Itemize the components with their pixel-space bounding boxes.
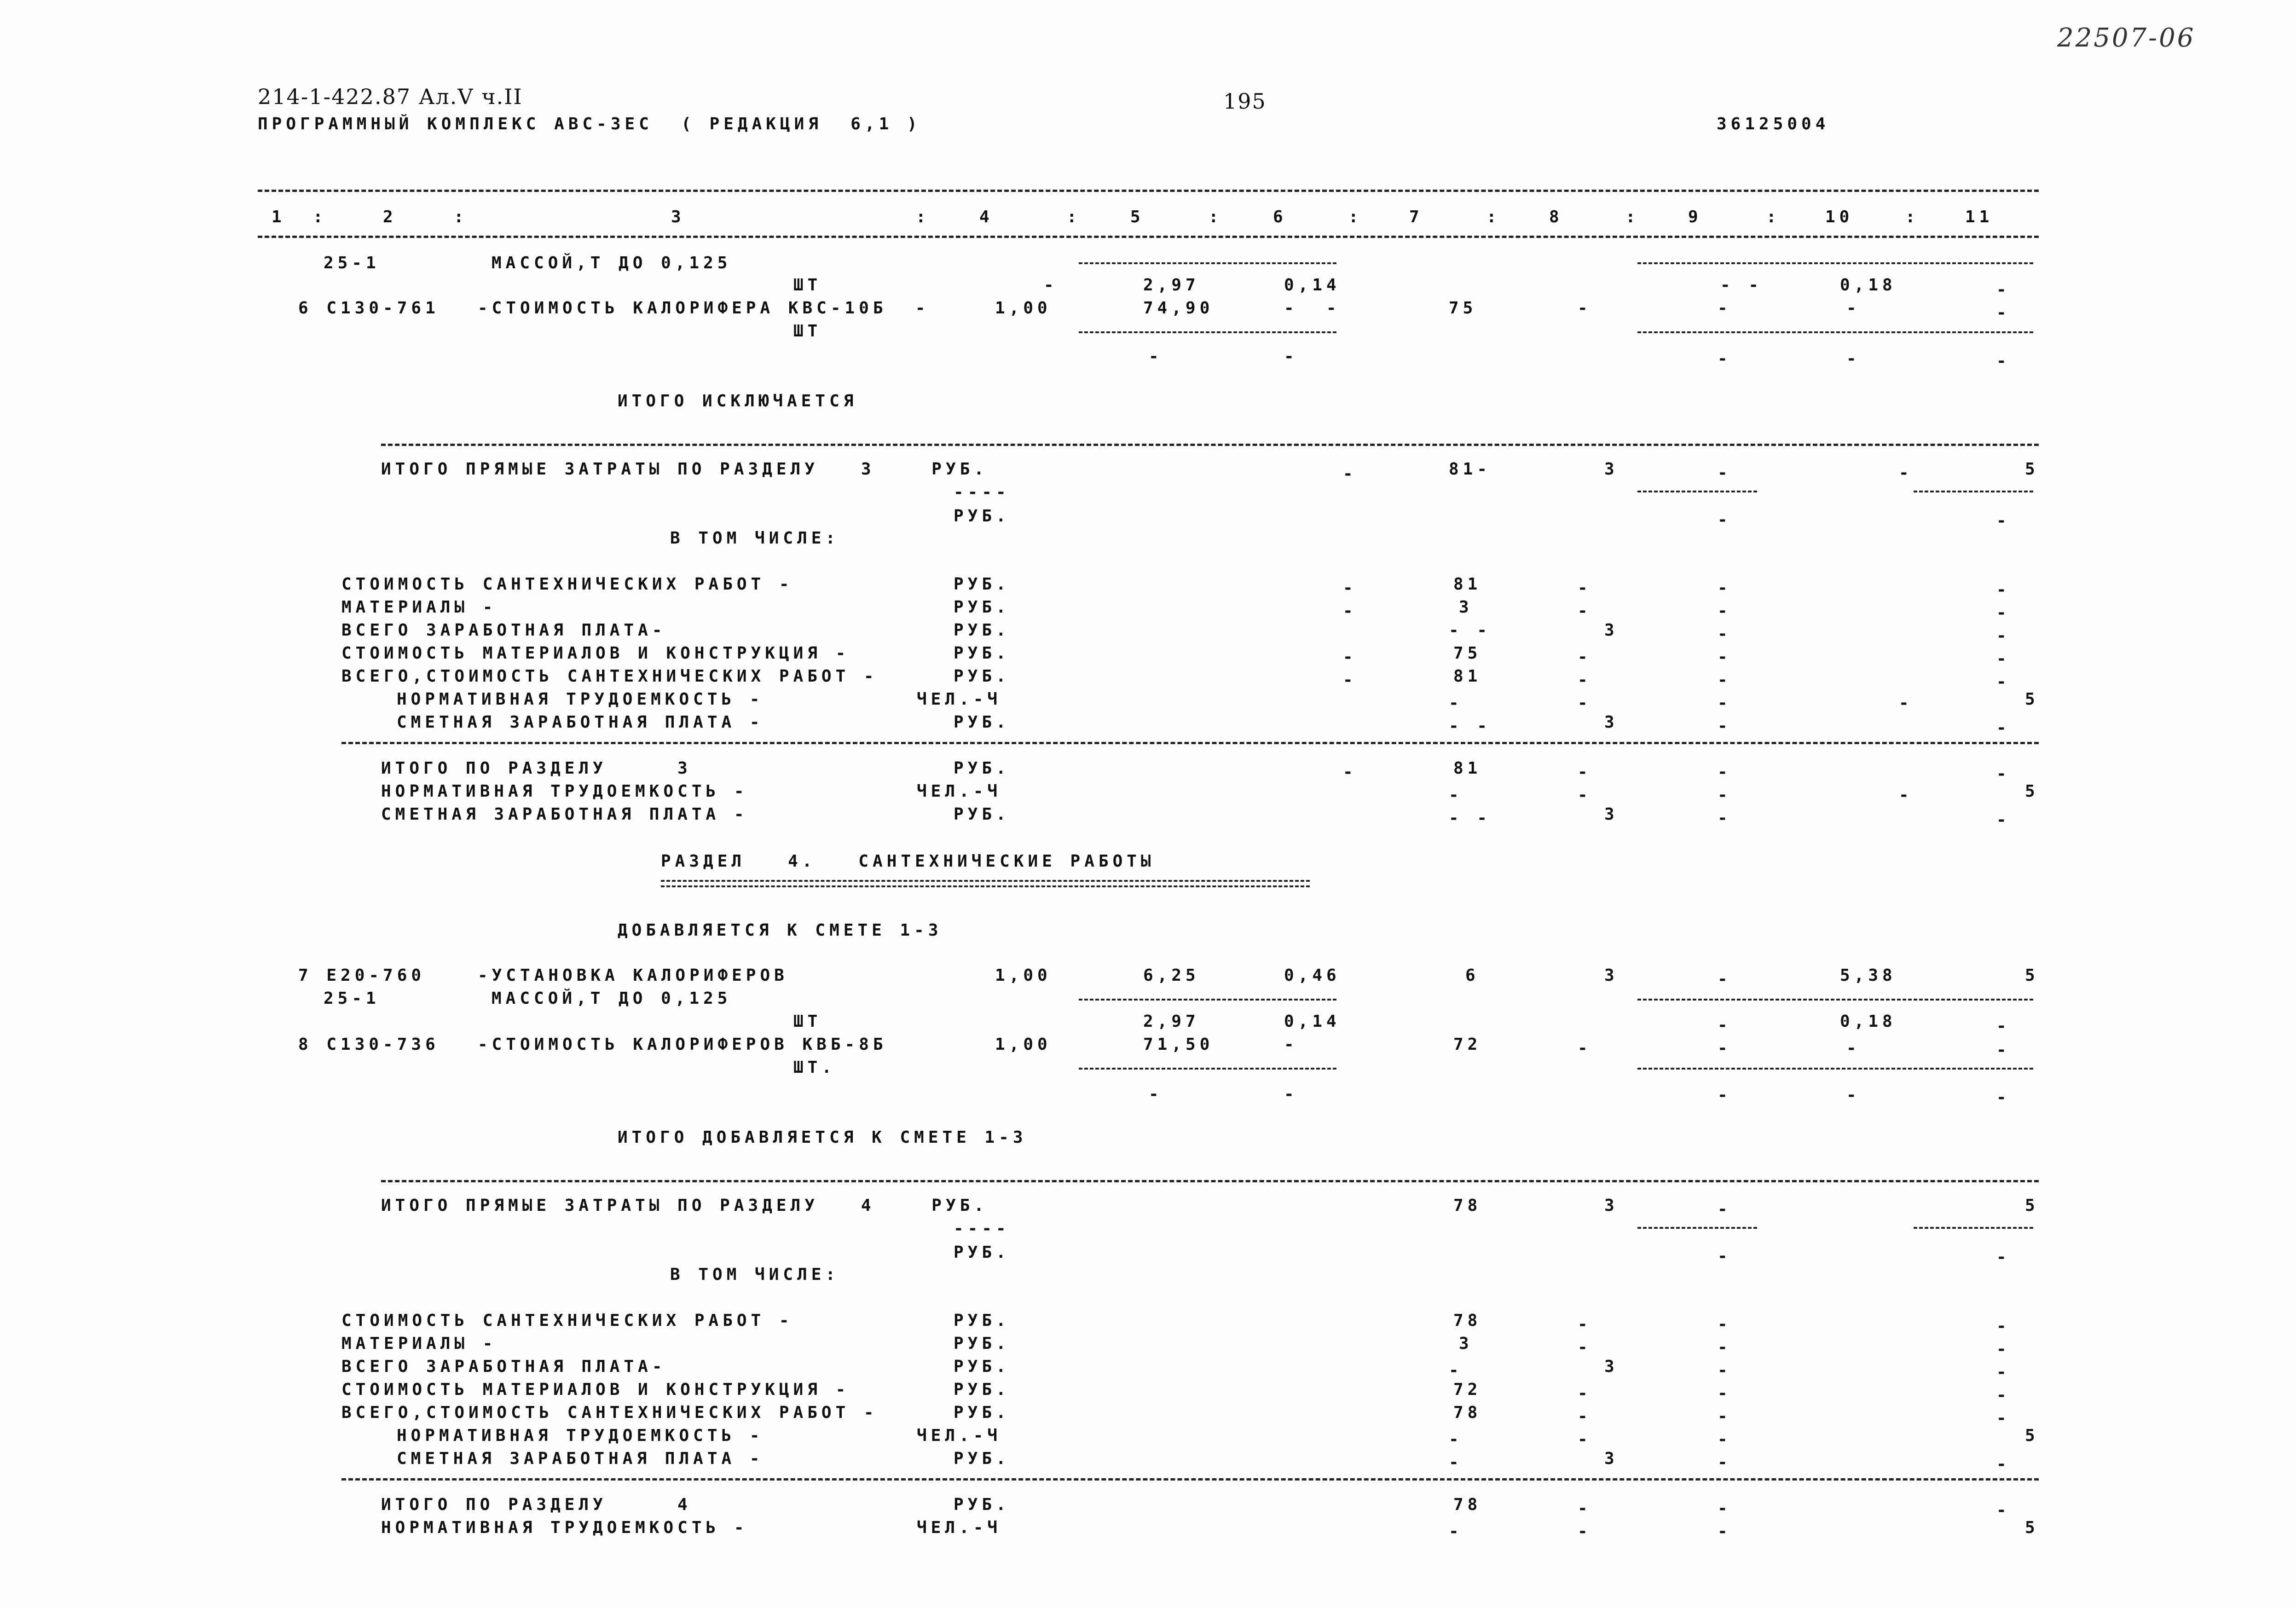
estimate-line: - bbox=[1343, 464, 1357, 483]
column-header-2: 2 bbox=[383, 208, 397, 226]
estimate-line: ШТ. bbox=[793, 1058, 836, 1077]
column-header-5: 5 bbox=[1130, 208, 1145, 226]
estimate-line: 6 bbox=[1465, 966, 1480, 985]
estimate-line: - bbox=[1996, 1017, 2011, 1035]
subtotal-rule bbox=[1914, 1227, 2033, 1229]
estimate-line: - bbox=[1996, 280, 2011, 299]
estimate-line: РАЗДЕЛ 4. САНТЕХНИЧЕСКИЕ РАБОТЫ bbox=[661, 852, 1155, 871]
estimate-line: СТОИМОСТЬ МАТЕРИАЛОВ И КОНСТРУКЦИЯ - bbox=[341, 1380, 850, 1399]
estimate-line: - bbox=[1578, 1430, 1592, 1449]
column-separator: : bbox=[1348, 208, 1363, 226]
estimate-line: ЧЕЛ.-Ч bbox=[917, 1426, 1002, 1445]
subtotal-rule bbox=[1079, 999, 1336, 1001]
estimate-line: - bbox=[1718, 1361, 1732, 1380]
estimate-line: ИТОГО ПО РАЗДЕЛУ 4 bbox=[381, 1495, 692, 1514]
estimate-line: - bbox=[1578, 602, 1592, 620]
estimate-line: - bbox=[1718, 1039, 1732, 1058]
estimate-line: 5,38 bbox=[1840, 966, 1897, 985]
estimate-line: СТОИМОСТЬ МАТЕРИАЛОВ И КОНСТРУКЦИЯ - bbox=[341, 644, 850, 663]
estimate-line: - bbox=[1718, 625, 1732, 643]
section-title-underline bbox=[661, 880, 1310, 887]
estimate-line: МАТЕРИАЛЫ - bbox=[341, 1334, 497, 1353]
estimate-line: ---- bbox=[954, 1219, 1010, 1238]
doc-id: 36125004 bbox=[1717, 115, 1830, 133]
estimate-line: 78 bbox=[1453, 1495, 1482, 1514]
estimate-line: 3 bbox=[1604, 1196, 1619, 1215]
estimate-line: НОРМАТИВНАЯ ТРУДОЕМКОСТЬ - bbox=[397, 690, 764, 709]
estimate-line: - bbox=[1149, 347, 1163, 366]
doc-code: 214-1-422.87 Ал.V ч.II bbox=[258, 84, 523, 109]
estimate-line: - bbox=[1578, 1522, 1592, 1541]
estimate-line: - bbox=[1899, 463, 1913, 482]
estimate-line: - bbox=[1996, 1340, 2011, 1359]
estimate-line: 5 bbox=[2025, 1196, 2039, 1215]
subtotal-rule bbox=[1079, 262, 1336, 264]
estimate-line: 74,90 bbox=[1143, 299, 1214, 318]
estimate-line: РУБ. bbox=[954, 667, 1010, 686]
estimate-line: 3 bbox=[1604, 1357, 1619, 1376]
estimate-line: 81 bbox=[1453, 759, 1482, 778]
estimate-line: 72 bbox=[1453, 1380, 1482, 1399]
estimate-line: 81- bbox=[1449, 460, 1492, 479]
estimate-line: 5 bbox=[2025, 966, 2039, 985]
estimate-line: - bbox=[1718, 1016, 1732, 1035]
estimate-line: - bbox=[1996, 649, 2011, 668]
subtotal-rule bbox=[1637, 262, 2033, 264]
estimate-line: - bbox=[1578, 1315, 1592, 1334]
estimate-line: - - bbox=[1449, 809, 1492, 827]
estimate-line: 78 bbox=[1453, 1403, 1482, 1422]
estimate-line: 0,14 bbox=[1284, 276, 1341, 295]
page-number: 195 bbox=[1223, 89, 1267, 114]
estimate-line: ИТОГО ПРЯМЫЕ ЗАТРАТЫ ПО РАЗДЕЛУ 3 РУБ. bbox=[381, 460, 988, 479]
estimate-line: - bbox=[1846, 1086, 1861, 1105]
estimate-line: РУБ. bbox=[954, 1311, 1010, 1330]
estimate-line: МАССОЙ,Т ДО 0,125 bbox=[492, 254, 732, 272]
estimate-line: 71,50 bbox=[1143, 1035, 1214, 1054]
estimate-line: ИТОГО ДОБАВЛЯЕТСЯ К СМЕТЕ 1-3 bbox=[618, 1128, 1027, 1147]
estimate-line: 5 bbox=[2025, 1518, 2039, 1537]
estimate-line: ЧЕЛ.-Ч bbox=[917, 690, 1002, 709]
estimate-line: - bbox=[1578, 763, 1592, 781]
estimate-line: 5 bbox=[2025, 1426, 2039, 1445]
estimate-line: - bbox=[1718, 694, 1732, 712]
estimate-line: ---- bbox=[954, 483, 1010, 502]
estimate-line: - - bbox=[1284, 299, 1341, 318]
estimate-line: - bbox=[1284, 1035, 1298, 1054]
estimate-line: - bbox=[1718, 1200, 1732, 1219]
estimate-line: РУБ. bbox=[954, 598, 1010, 617]
estimate-line: СТОИМОСТЬ САНТЕХНИЧЕСКИХ РАБОТ - bbox=[341, 1311, 793, 1330]
estimate-line: - bbox=[1578, 1384, 1592, 1403]
estimate-line: - bbox=[1718, 717, 1732, 735]
estimate-line: - bbox=[1578, 694, 1592, 712]
column-separator: : bbox=[454, 208, 468, 226]
column-header-9: 9 bbox=[1688, 208, 1702, 226]
estimate-line: ИТОГО ИСКЛЮЧАЕТСЯ bbox=[618, 392, 858, 411]
estimate-line: РУБ. bbox=[954, 1357, 1010, 1376]
corner-number: 22507-06 bbox=[2057, 23, 2196, 53]
estimate-line: НОРМАТИВНАЯ ТРУДОЕМКОСТЬ - bbox=[397, 1426, 764, 1445]
estimate-line: - bbox=[1718, 463, 1732, 482]
estimate-line: - bbox=[1284, 1085, 1298, 1104]
estimate-line: ЧЕЛ.-Ч bbox=[917, 782, 1002, 801]
estimate-line: СМЕТНАЯ ЗАРАБОТНАЯ ПЛАТА - bbox=[397, 1449, 764, 1468]
estimate-line: - bbox=[1449, 786, 1463, 804]
subtotal-rule bbox=[1637, 999, 2033, 1001]
estimate-line: - bbox=[1996, 511, 2011, 530]
estimate-line: 3 bbox=[1459, 598, 1473, 617]
estimate-line: 3 bbox=[1604, 966, 1619, 985]
estimate-line: - bbox=[1718, 510, 1732, 529]
estimate-line: - bbox=[1996, 1501, 2011, 1520]
estimate-line: РУБ. bbox=[954, 1495, 1010, 1514]
estimate-line: 6 С130-761 bbox=[298, 299, 440, 318]
estimate-line: РУБ. bbox=[954, 621, 1010, 640]
estimate-line: 5 bbox=[2025, 782, 2039, 801]
estimate-line: - bbox=[1449, 1522, 1463, 1541]
estimate-line: 1,00 bbox=[995, 1035, 1052, 1054]
estimate-line: 3 bbox=[1459, 1334, 1473, 1353]
estimate-line: - bbox=[1718, 763, 1732, 781]
estimate-line: - - bbox=[1720, 276, 1763, 295]
estimate-line: 1,00 bbox=[995, 966, 1052, 985]
section-rule bbox=[381, 1180, 2039, 1182]
estimate-line: - bbox=[1718, 1453, 1732, 1472]
column-separator: : bbox=[916, 208, 930, 226]
estimate-line: РУБ. bbox=[954, 1243, 1010, 1262]
estimate-line: - bbox=[1343, 671, 1357, 689]
estimate-line: 7 Е20-760 bbox=[298, 966, 426, 985]
estimate-line: - bbox=[1149, 1085, 1163, 1104]
estimate-line: - bbox=[1449, 1453, 1463, 1472]
estimate-line: 25-1 bbox=[324, 254, 380, 272]
estimate-line: - bbox=[1996, 1248, 2011, 1267]
estimate-line: - bbox=[1996, 672, 2011, 691]
estimate-line: РУБ. bbox=[954, 644, 1010, 663]
estimate-line: 0,18 bbox=[1840, 276, 1897, 295]
estimate-line: 8 С130-736 bbox=[298, 1035, 440, 1054]
section-rule bbox=[341, 1478, 2039, 1481]
estimate-line: - bbox=[1449, 1361, 1463, 1380]
estimate-line: СМЕТНАЯ ЗАРАБОТНАЯ ПЛАТА - bbox=[397, 713, 764, 732]
estimate-line: - bbox=[1899, 786, 1913, 804]
estimate-line: - bbox=[1718, 299, 1732, 318]
estimate-line: -СТОИМОСТЬ КАЛОРИФЕРОВ КВБ-8Б bbox=[478, 1035, 887, 1054]
estimate-line: 6,25 bbox=[1143, 966, 1200, 985]
estimate-line: ИТОГО ПРЯМЫЕ ЗАТРАТЫ ПО РАЗДЕЛУ 4 РУБ. bbox=[381, 1196, 988, 1215]
estimate-line: - bbox=[1044, 276, 1058, 295]
estimate-line: - bbox=[1996, 1455, 2011, 1474]
column-header-3: 3 bbox=[671, 208, 685, 226]
estimate-line: 3 bbox=[1604, 621, 1619, 640]
estimate-line: 78 bbox=[1453, 1311, 1482, 1330]
estimate-line: МАТЕРИАЛЫ - bbox=[341, 598, 497, 617]
estimate-line: - bbox=[1578, 786, 1592, 804]
estimate-line: РУБ. bbox=[954, 759, 1010, 778]
estimate-line: - - bbox=[1449, 717, 1492, 735]
estimate-line: - bbox=[1718, 602, 1732, 620]
estimate-line: 3 bbox=[1604, 805, 1619, 824]
header-top-rule bbox=[258, 190, 2039, 192]
estimate-line: 5 bbox=[2025, 460, 2039, 479]
subtotal-rule bbox=[1637, 1068, 2033, 1070]
estimate-line: - bbox=[1449, 1430, 1463, 1449]
estimate-line: 81 bbox=[1453, 575, 1482, 594]
estimate-line: - bbox=[1718, 671, 1732, 689]
estimate-line: 5 bbox=[2025, 690, 2039, 709]
estimate-line: - bbox=[1718, 648, 1732, 666]
estimate-line: - bbox=[1718, 1247, 1732, 1266]
estimate-line: ШТ bbox=[793, 276, 822, 295]
estimate-line: РУБ. bbox=[954, 1380, 1010, 1399]
estimate-line: - bbox=[1343, 602, 1357, 620]
estimate-line: 3 bbox=[1604, 1449, 1619, 1468]
estimate-line: РУБ. bbox=[954, 575, 1010, 594]
estimate-line: - bbox=[1718, 809, 1732, 827]
estimate-line: 25-1 bbox=[324, 989, 380, 1008]
estimate-line: - bbox=[1343, 763, 1357, 781]
estimate-line: - bbox=[1718, 1430, 1732, 1449]
estimate-line: - bbox=[1718, 1338, 1732, 1357]
estimate-line: НОРМАТИВНАЯ ТРУДОЕМКОСТЬ - bbox=[381, 1518, 748, 1537]
estimate-line: - bbox=[1718, 349, 1732, 368]
column-separator: : bbox=[1905, 208, 1920, 226]
estimate-line: 78 bbox=[1453, 1196, 1482, 1215]
estimate-line: В ТОМ ЧИСЛЕ: bbox=[670, 1265, 840, 1284]
estimate-line: - bbox=[1846, 349, 1861, 368]
column-separator: : bbox=[1766, 208, 1781, 226]
estimate-line: - bbox=[1996, 580, 2011, 599]
subtotal-rule bbox=[1079, 331, 1336, 333]
estimate-line: 75 bbox=[1453, 644, 1482, 663]
estimate-line: - bbox=[1996, 1041, 2011, 1059]
estimate-line: 0,46 bbox=[1284, 966, 1341, 985]
estimate-line: - bbox=[1718, 1522, 1732, 1541]
estimate-line: -УСТАНОВКА КАЛОРИФЕРОВ bbox=[478, 966, 788, 985]
estimate-line: - bbox=[1578, 1338, 1592, 1357]
estimate-line: РУБ. bbox=[954, 1403, 1010, 1422]
estimate-line: ВСЕГО ЗАРАБОТНАЯ ПЛАТА- bbox=[341, 1357, 666, 1376]
estimate-line: - bbox=[1449, 694, 1463, 712]
estimate-line: 2,97 bbox=[1143, 1012, 1200, 1031]
estimate-line: РУБ. bbox=[954, 507, 1010, 526]
estimate-line: - bbox=[1718, 578, 1732, 597]
estimate-line: - - bbox=[1449, 621, 1492, 640]
subtotal-rule bbox=[1637, 1227, 1757, 1229]
subtotal-rule bbox=[1079, 1068, 1336, 1070]
estimate-line: - bbox=[1996, 764, 2011, 783]
estimate-line: 2,97 bbox=[1143, 276, 1200, 295]
estimate-line: - bbox=[1578, 299, 1592, 318]
estimate-line: 0,14 bbox=[1284, 1012, 1341, 1031]
estimate-line: МАССОЙ,Т ДО 0,125 bbox=[492, 989, 732, 1008]
subtotal-rule bbox=[1637, 491, 1757, 492]
column-separator: : bbox=[1625, 208, 1640, 226]
estimate-line: - bbox=[1343, 578, 1357, 597]
estimate-line: - bbox=[1578, 648, 1592, 666]
column-separator: : bbox=[313, 208, 327, 226]
program-line: ПРОГРАММНЫЙ КОМПЛЕКС АВС-3ЕС ( РЕДАКЦИЯ 6,1 ) bbox=[258, 115, 921, 133]
estimate-line: - bbox=[1718, 786, 1732, 804]
estimate-line: 81 bbox=[1453, 667, 1482, 686]
estimate-line: - bbox=[1578, 578, 1592, 597]
estimate-line: ВСЕГО ЗАРАБОТНАЯ ПЛАТА- bbox=[341, 621, 666, 640]
estimate-line: ИТОГО ПО РАЗДЕЛУ 3 bbox=[381, 759, 692, 778]
estimate-line: СМЕТНАЯ ЗАРАБОТНАЯ ПЛАТА - bbox=[381, 805, 748, 824]
estimate-line: ВСЕГО,СТОИМОСТЬ САНТЕХНИЧЕСКИХ РАБОТ - bbox=[341, 1403, 878, 1422]
column-header-1: 1 bbox=[272, 208, 286, 226]
estimate-line: - bbox=[1846, 1039, 1861, 1058]
estimate-line: - bbox=[1578, 671, 1592, 689]
estimate-line: - bbox=[1718, 1407, 1732, 1426]
column-header-8: 8 bbox=[1549, 208, 1563, 226]
estimate-line: РУБ. bbox=[954, 1449, 1010, 1468]
estimate-line: - bbox=[1996, 1409, 2011, 1428]
column-header-10: 10 bbox=[1825, 208, 1854, 226]
column-header-6: 6 bbox=[1273, 208, 1287, 226]
estimate-line: В ТОМ ЧИСЛЕ: bbox=[670, 529, 840, 548]
estimate-line: - bbox=[1846, 299, 1861, 318]
estimate-line: - bbox=[1578, 1499, 1592, 1518]
header-bottom-rule bbox=[258, 236, 2039, 238]
estimate-line: ДОБАВЛЯЕТСЯ К СМЕТЕ 1-3 bbox=[618, 921, 943, 940]
estimate-line: РУБ. bbox=[954, 1334, 1010, 1353]
estimate-line: - bbox=[1996, 352, 2011, 370]
estimate-line: - bbox=[1996, 1088, 2011, 1107]
estimate-line: - bbox=[1996, 810, 2011, 829]
estimate-line: - bbox=[1718, 970, 1732, 989]
estimate-line: РУБ. bbox=[954, 805, 1010, 824]
column-header-7: 7 bbox=[1409, 208, 1423, 226]
estimate-line: 72 bbox=[1453, 1035, 1482, 1054]
estimate-line: - bbox=[1718, 1384, 1732, 1403]
section-rule bbox=[341, 742, 2039, 744]
estimate-line: -СТОИМОСТЬ КАЛОРИФЕРА КВС-10Б - bbox=[478, 299, 930, 318]
estimate-line: - bbox=[1996, 1386, 2011, 1405]
estimate-line: - bbox=[1578, 1407, 1592, 1426]
estimate-line: - bbox=[1578, 1039, 1592, 1058]
estimate-line: - bbox=[1718, 1086, 1732, 1105]
estimate-line: - bbox=[1996, 626, 2011, 645]
estimate-line: - bbox=[1718, 1315, 1732, 1334]
column-separator: : bbox=[1209, 208, 1223, 226]
estimate-line: НОРМАТИВНАЯ ТРУДОЕМКОСТЬ - bbox=[381, 782, 748, 801]
estimate-line: 75 bbox=[1449, 299, 1477, 318]
estimate-line: ВСЕГО,СТОИМОСТЬ САНТЕХНИЧЕСКИХ РАБОТ - bbox=[341, 667, 878, 686]
estimate-line: 3 bbox=[1604, 460, 1619, 479]
subtotal-rule bbox=[1914, 491, 2033, 492]
estimate-line: ЧЕЛ.-Ч bbox=[917, 1518, 1002, 1537]
estimate-line: - bbox=[1899, 694, 1913, 712]
estimate-line: - bbox=[1996, 718, 2011, 737]
estimate-line: - bbox=[1996, 303, 2011, 322]
estimate-line: - bbox=[1996, 603, 2011, 622]
estimate-line: СТОИМОСТЬ САНТЕХНИЧЕСКИХ РАБОТ - bbox=[341, 575, 793, 594]
column-header-11: 11 bbox=[1965, 208, 1994, 226]
estimate-line: - bbox=[1343, 648, 1357, 666]
estimate-line: ШТ bbox=[793, 322, 822, 341]
estimate-line: ШТ bbox=[793, 1012, 822, 1031]
estimate-line: - bbox=[1284, 347, 1298, 366]
column-separator: : bbox=[1067, 208, 1081, 226]
estimate-line: 1,00 bbox=[995, 299, 1052, 318]
column-separator: : bbox=[1486, 208, 1501, 226]
estimate-line: - bbox=[1996, 1363, 2011, 1382]
section-rule bbox=[381, 444, 2039, 446]
estimate-line: 3 bbox=[1604, 713, 1619, 732]
column-header-4: 4 bbox=[979, 208, 994, 226]
estimate-line: - bbox=[1996, 1317, 2011, 1336]
estimate-line: РУБ. bbox=[954, 713, 1010, 732]
estimate-line: 0,18 bbox=[1840, 1012, 1897, 1031]
estimate-line: - bbox=[1718, 1499, 1732, 1518]
subtotal-rule bbox=[1637, 331, 2033, 333]
